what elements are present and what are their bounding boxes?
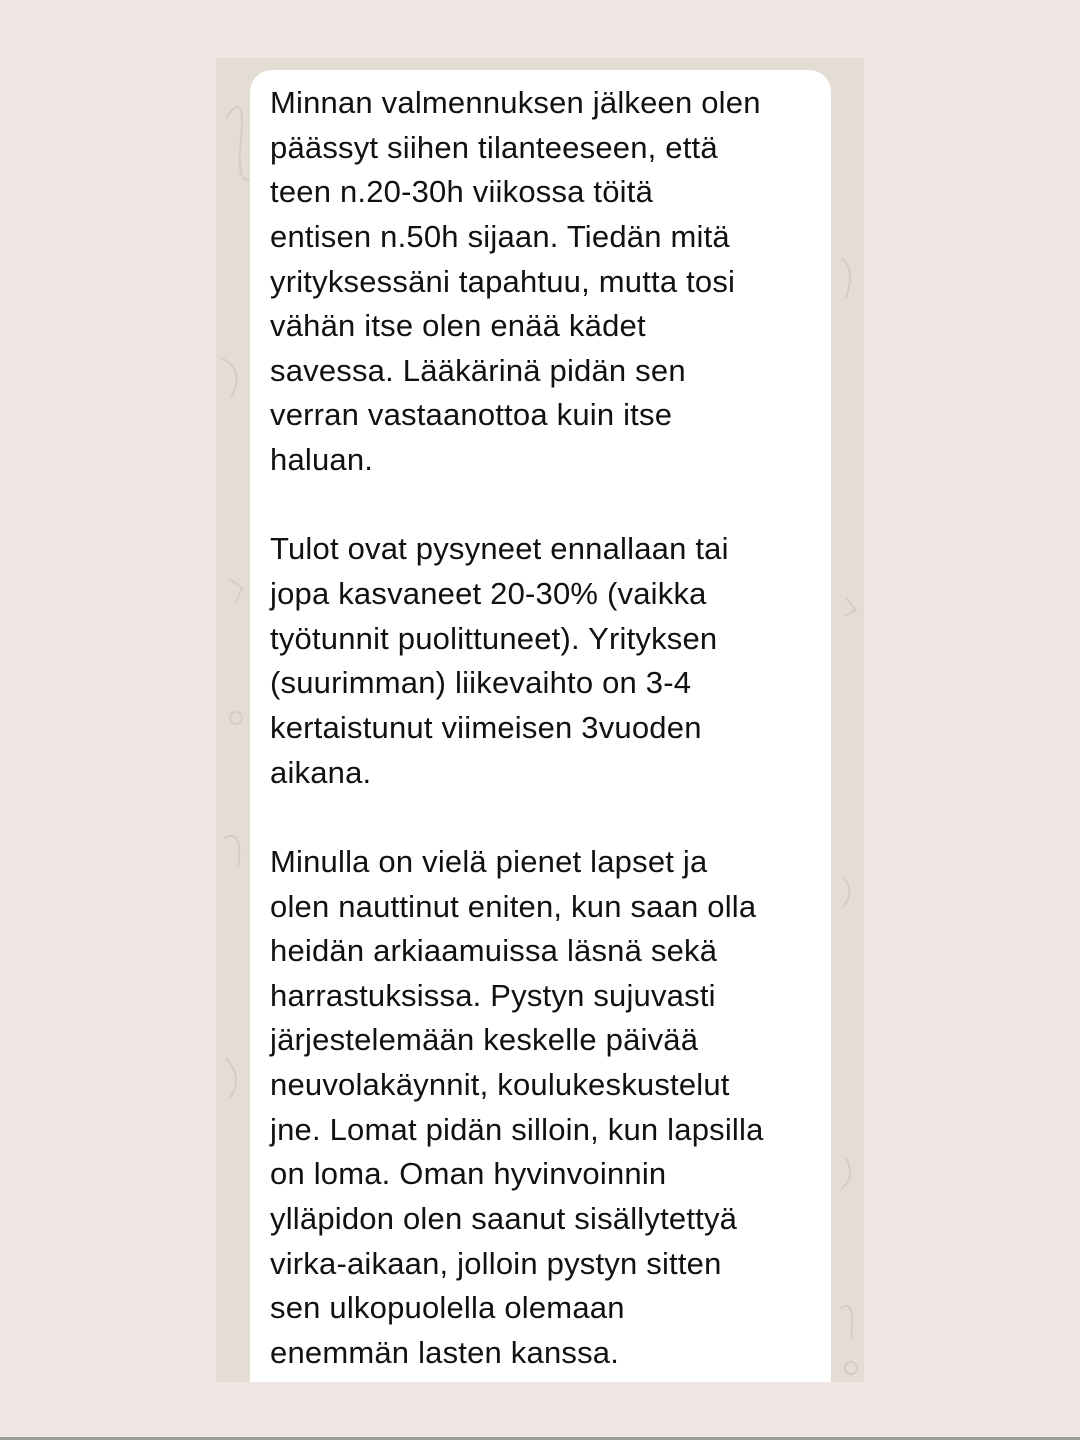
- message-line: teen n.20-30h viikossa töitä: [270, 174, 654, 210]
- message-line: harrastuksissa. Pystyn sujuvasti: [270, 977, 716, 1013]
- message-line: neuvolakäynnit, koulukeskustelut: [270, 1067, 730, 1103]
- message-line: sen ulkopuolella olemaan: [270, 1290, 625, 1326]
- message-line: kertaistunut viimeisen 3vuoden: [270, 709, 702, 745]
- message-line: Minnan valmennuksen jälkeen olen: [270, 85, 761, 120]
- message-line: jopa kasvaneet 20-30% (vaikka: [270, 576, 707, 612]
- message-line: Tulot ovat pysyneet ennallaan tai: [270, 531, 729, 567]
- message-line: jne. Lomat pidän silloin, kun lapsilla: [270, 1111, 764, 1147]
- message-line: heidän arkiaamuissa läsnä sekä: [270, 933, 718, 969]
- message-line: haluan.: [270, 442, 374, 478]
- message-line: enemmän lasten kanssa.: [270, 1334, 620, 1370]
- chat-background: [216, 58, 864, 1382]
- paragraph-gap: [270, 483, 764, 528]
- message-line: päässyt siihen tilanteeseen, että: [270, 129, 718, 165]
- message-line: entisen n.50h sijaan. Tiedän mitä: [270, 218, 730, 254]
- message-line: työtunnit puolittuneet). Yrityksen: [270, 620, 718, 656]
- message-line: olen nauttinut eniten, kun saan olla: [270, 888, 757, 924]
- message-line: aikana.: [270, 754, 372, 790]
- message-line: Minulla on vielä pienet lapset ja: [270, 843, 708, 879]
- message-line: yrityksessäni tapahtuu, mutta tosi: [270, 263, 736, 299]
- message-line: on loma. Oman hyvinvoinnin: [270, 1156, 667, 1192]
- message-line: vähän itse olen enää kädet: [270, 308, 646, 344]
- message-line: virka-aikaan, jolloin pystyn sitten: [270, 1245, 722, 1281]
- message-line: (suurimman) liikevaihto on 3-4: [270, 665, 692, 701]
- message-bubble: [250, 70, 831, 1382]
- message-line: järjestelemään keskelle päivää: [270, 1022, 699, 1058]
- message-line: verran vastaanottoa kuin itse: [270, 397, 673, 433]
- message-text: [270, 81, 764, 1376]
- message-line: savessa. Lääkärinä pidän sen: [270, 352, 686, 388]
- message-line: ylläpidon olen saanut sisällytettyä: [270, 1201, 738, 1237]
- paragraph-gap: [270, 795, 764, 840]
